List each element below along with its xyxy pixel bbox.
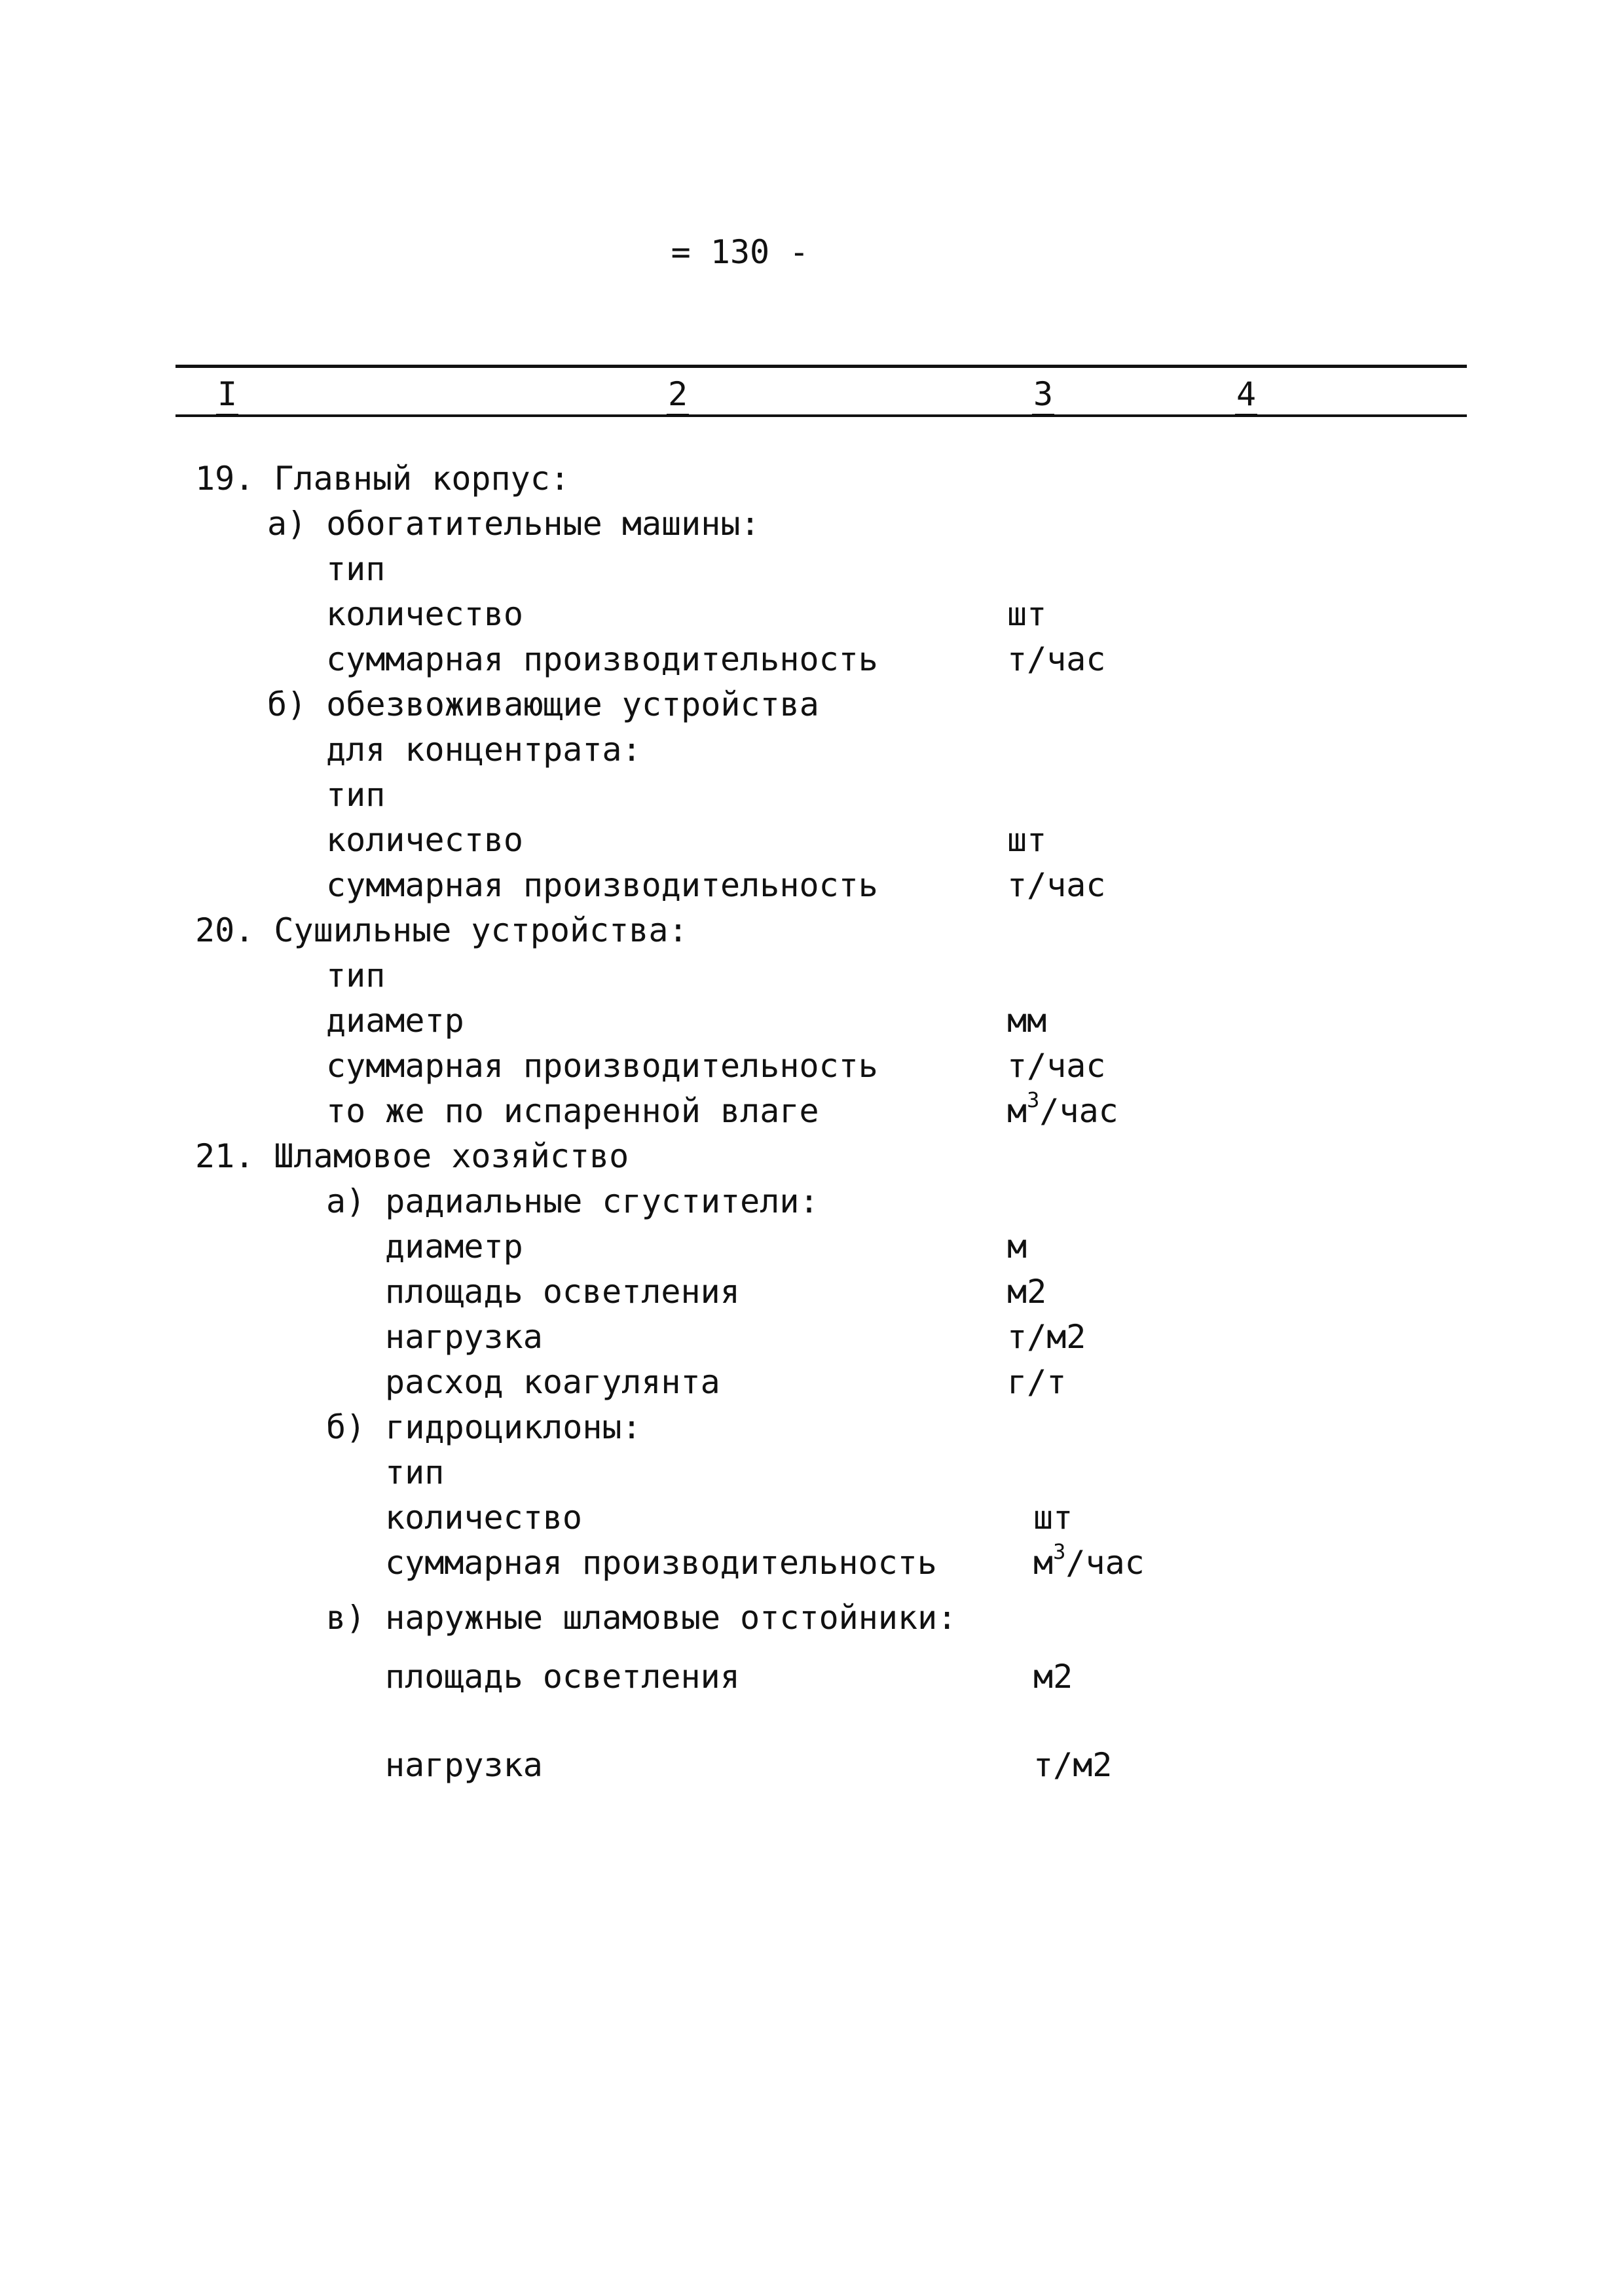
list-item: нагрузка	[385, 1746, 543, 1784]
unit-value: т/час	[1007, 1047, 1106, 1085]
unit-value: мм	[1007, 1002, 1047, 1040]
unit-value: м	[1007, 1228, 1027, 1266]
item-21b-heading: б) гидроциклоны:	[326, 1408, 642, 1446]
list-item: количество	[385, 1499, 583, 1537]
column-header-3: 3	[1032, 374, 1054, 416]
unit-value: т/м2	[1033, 1746, 1113, 1784]
list-item: тип	[326, 550, 386, 588]
item-21v-heading: в) наружные шламовые отстойники:	[326, 1599, 957, 1637]
list-item: тип	[385, 1453, 445, 1491]
list-item: суммарная производительность	[326, 866, 878, 904]
list-item: тип	[326, 776, 386, 814]
unit-value: г/т	[1007, 1363, 1067, 1401]
list-item: суммарная производительность	[326, 1047, 878, 1085]
list-item: площадь осветления	[385, 1658, 740, 1696]
list-item: диаметр	[326, 1002, 464, 1040]
list-item: то же по испаренной влаге	[326, 1092, 819, 1130]
list-item: количество	[326, 595, 524, 633]
item-19-heading: 19. Главный корпус:	[195, 460, 570, 498]
unit-value: шт	[1007, 821, 1047, 859]
item-20-heading: 20. Сушильные устройства:	[195, 911, 688, 949]
list-item: для концентрата:	[326, 731, 642, 769]
list-item: площадь осветления	[385, 1273, 740, 1311]
unit-value: т/м2	[1007, 1318, 1086, 1356]
unit-value: м2	[1007, 1273, 1047, 1311]
column-header-2: 2	[667, 374, 689, 416]
list-item: суммарная производительность	[326, 640, 878, 678]
list-item: количество	[326, 821, 524, 859]
unit-value: т/час	[1007, 640, 1106, 678]
unit-value: м2	[1033, 1658, 1073, 1696]
list-item: диаметр	[385, 1228, 523, 1266]
unit-value: шт	[1007, 595, 1047, 633]
table-header-rule	[175, 414, 1467, 417]
column-header-1: I	[216, 374, 238, 416]
item-21a-heading: а) радиальные сгустители:	[326, 1182, 819, 1220]
unit-value: $м^3$/час	[1007, 1087, 1118, 1130]
list-item: тип	[326, 957, 386, 994]
item-19b-heading: б) обезвоживающие устройства	[267, 685, 819, 723]
list-item: расход коагулянта	[385, 1363, 720, 1401]
item-21-heading: 21. Шламовое хозяйство	[195, 1137, 629, 1175]
table-top-rule	[175, 365, 1467, 368]
unit-value: т/час	[1007, 866, 1106, 904]
list-item: суммарная производительность	[385, 1544, 937, 1582]
list-item: нагрузка	[385, 1318, 543, 1356]
unit-value: шт	[1033, 1499, 1073, 1537]
unit-value: $м^3$/час	[1033, 1539, 1145, 1582]
page-number: = 130 -	[671, 233, 809, 271]
column-header-4: 4	[1235, 374, 1257, 416]
item-19a-heading: а) обогатительные машины:	[267, 505, 760, 543]
